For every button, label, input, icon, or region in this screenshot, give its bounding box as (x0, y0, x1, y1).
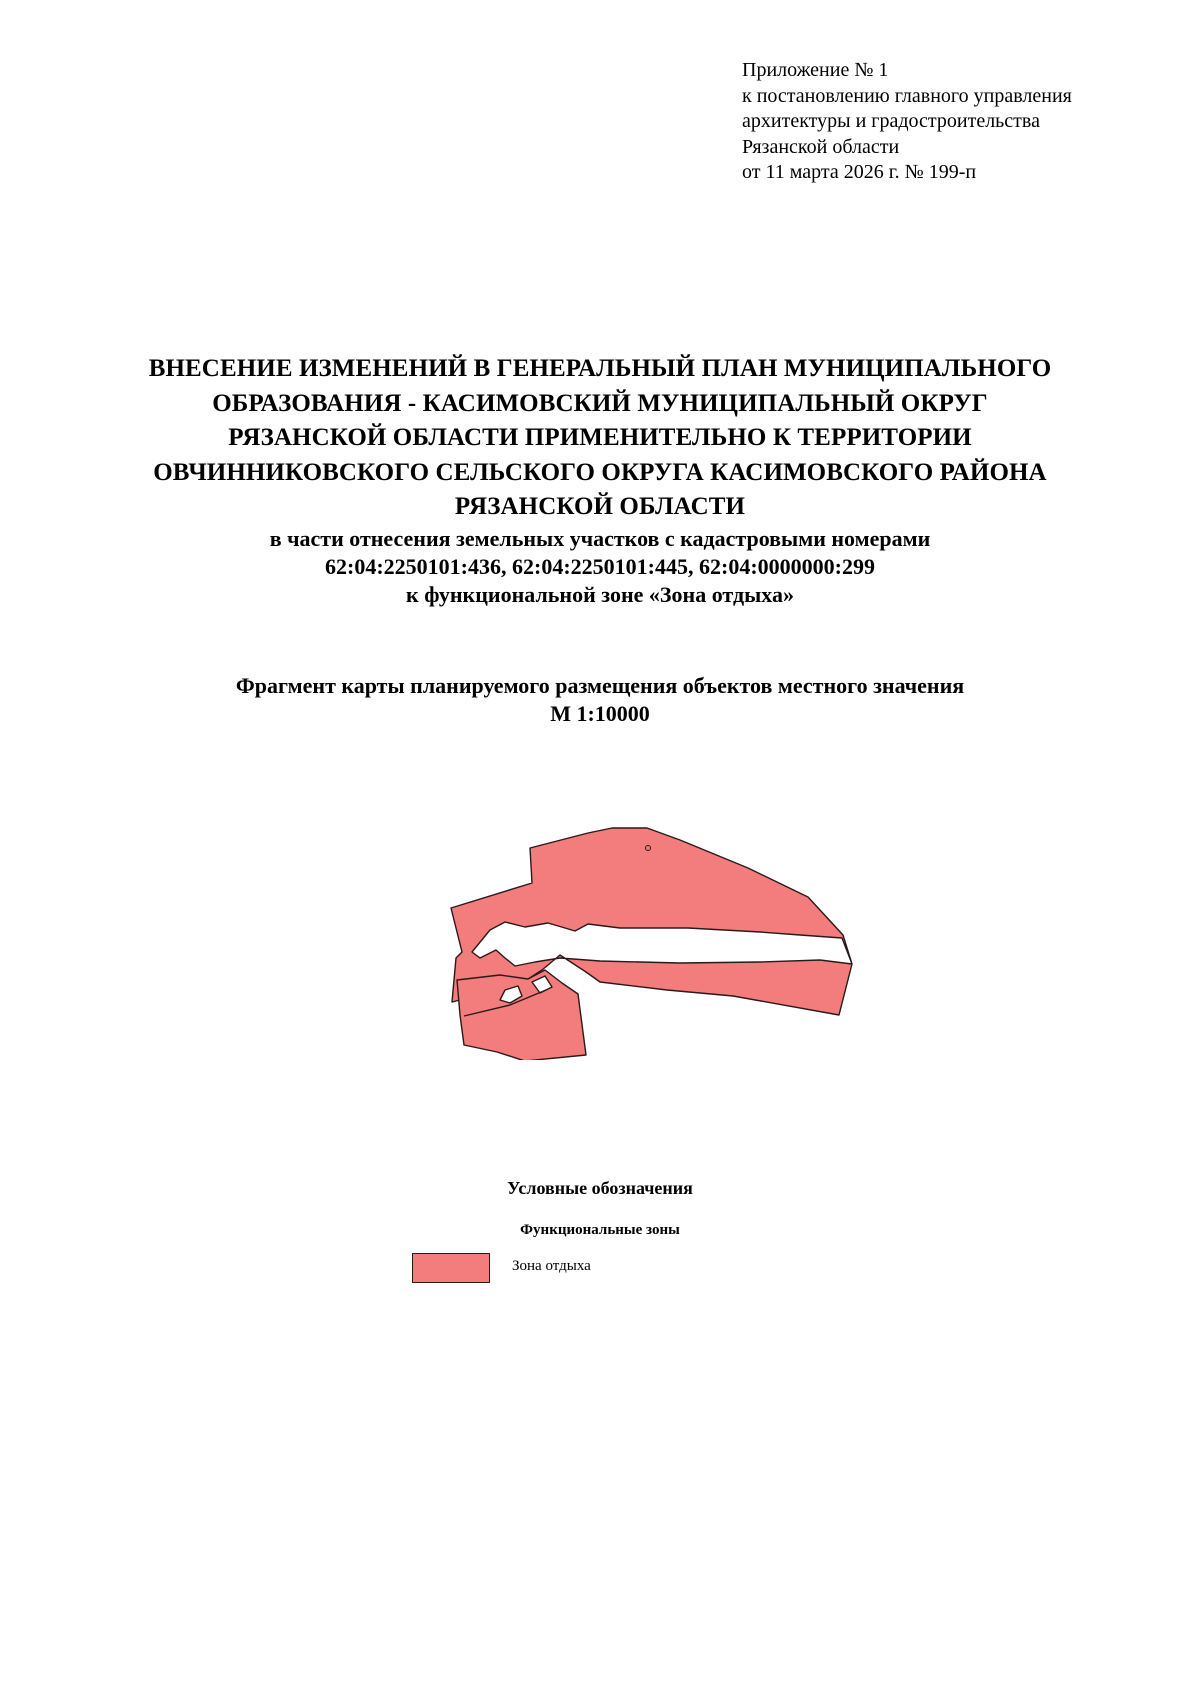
title-line: ОБРАЗОВАНИЯ - КАСИМОВСКИЙ МУНИЦИПАЛЬНЫЙ ОКРУГ (212, 389, 988, 417)
appendix-header (742, 58, 1182, 186)
legend-title: Условные обозначения (507, 1178, 693, 1198)
subtitle-line: в части отнесения земельных участков с кадастровыми номерами (269, 525, 931, 551)
legend-subtitle: Функциональные зоны (520, 1222, 680, 1238)
title-line: ВНЕСЕНИЕ ИЗМЕНЕНИЙ В ГЕНЕРАЛЬНЫЙ ПЛАН МУНИЦИПАЛЬНОГО (148, 355, 1052, 382)
appendix-line: Рязанской области (742, 135, 900, 158)
appendix-line: Приложение № 1 (742, 59, 889, 81)
legend-swatch-recreation-zone (412, 1253, 490, 1283)
appendix-line: к постановлению главного управления (742, 84, 1072, 107)
recreation-zone (451, 828, 852, 1060)
legend-label-recreation-zone: Зона отдыха (512, 1258, 591, 1274)
document-title (0, 352, 1200, 609)
appendix-line: от 11 марта 2026 г. № 199-п (742, 161, 977, 183)
zone-map (440, 820, 880, 1060)
title-line: РЯЗАНСКОЙ ОБЛАСТИ (454, 493, 746, 520)
appendix-line: архитектуры и градостроительства (742, 110, 1040, 132)
map-caption (0, 672, 1200, 728)
map-scale: М 1:10000 (550, 701, 650, 726)
title-line: ОВЧИННИКОВСКОГО СЕЛЬСКОГО ОКРУГА КАСИМОВСКОГО РАЙОНА (153, 458, 1047, 486)
subtitle-line: к функциональной зоне «Зона отдыха» (406, 581, 794, 607)
recreation-zone-block (457, 970, 586, 1060)
subtitle-line: 62:04:2250101:436, 62:04:2250101:445, 62:04:0000000:299 (325, 553, 875, 579)
map-caption-text: Фрагмент карты планируемого размещения объектов местного значения (235, 673, 965, 698)
title-line: РЯЗАНСКОЙ ОБЛАСТИ ПРИМЕНИТЕЛЬНО К ТЕРРИТОРИИ (228, 424, 972, 451)
